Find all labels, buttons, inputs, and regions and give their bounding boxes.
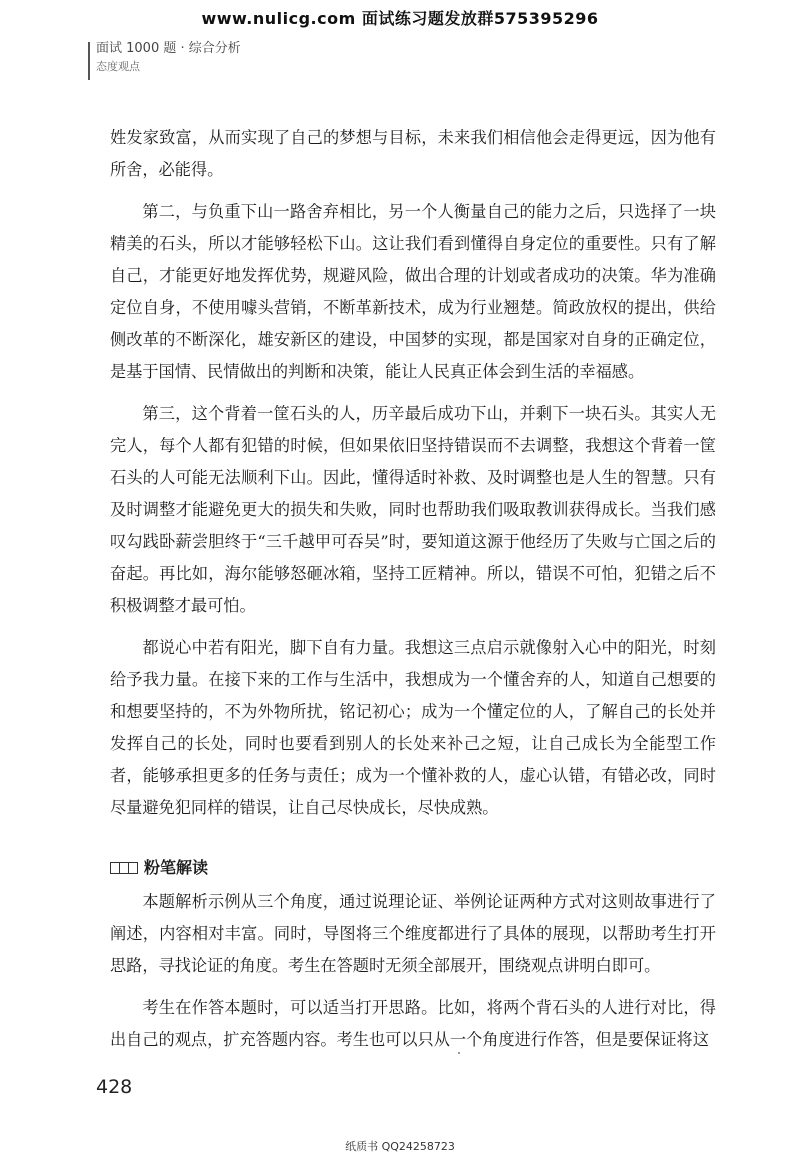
paragraph-conclusion: 都说心中若有阳光，脚下自有力量。我想这三点启示就像射入心中的阳光，时刻给予我力量。在接下来的工作与生活中，我想成为一个懂舍弃的人，知道自己想要的和想要坚持的，不为外物所扰，铭记初心；成为一个懂定位的人，了解自己的长处并发挥自己的长处，同时也要看到别人的长处来补己之短，让自己成长为全能型工作者，能够承担更多的任务与责任；成为一个懂补救的人，虚心认错，有错必改，同时尽量避免犯同样的错误，让自己尽快成长，尽快成熟。: [110, 638, 716, 817]
interpretation-paragraph: 考生在作答本题时，可以适当打开思路。比如，将两个背石头的人进行对比，得出自己的观点，扩充答题内容。考生也可以只从一个角度进行作答，但是要保证将这: [110, 998, 716, 1049]
top-watermark: www.nulicg.com 面试练习题发放群575395296: [201, 9, 599, 28]
section-heading-text: 粉笔解读: [144, 858, 209, 877]
paragraph-continued: 姓发家致富，从而实现了自己的梦想与目标，未来我们相信他会走得更远，因为他有所舍，必能得。: [110, 128, 716, 179]
section-heading: [110, 854, 716, 882]
header-bar: [88, 42, 90, 80]
chapter-subtitle: 态度观点: [96, 60, 140, 73]
page-number: 428: [96, 1076, 133, 1098]
running-header: [96, 40, 241, 76]
page-body: [110, 122, 716, 1066]
paragraph-second-point: 第二，与负重下山一路舍弃相比，另一个人衡量自己的能力之后，只选择了一块精美的石头，所以才能够轻松下山。这让我们看到懂得自身定位的重要性。只有了解自己，才能更好地发挥优势，规避风险，做出合理的计划或者成功的决策。华为准确定位自身，不使用噱头营销，不断革新技术，成为行业翘楚。简政放权的提出，供给侧改革的不断深化，雄安新区的建设，中国梦的实现，都是国家对自身的正确定位，是基于国情、民情做出的判断和决策，能让人民真正体会到生活的幸福感。: [110, 202, 716, 381]
bottom-watermark: 纸质书 QQ24258723: [345, 1140, 455, 1153]
interpretation-paragraph: 本题解析示例从三个角度，通过说理论证、举例论证两种方式对这则故事进行了阐述，内容相对丰富。同时，导图将三个维度都进行了具体的展现，以帮助考生打开思路，寻找论证的角度。考生在答题时无须全部展开，围绕观点讲明白即可。: [110, 892, 716, 975]
stray-mark: [458, 1052, 460, 1054]
book-title: 面试 1000 题 · 综合分析: [96, 41, 241, 56]
paragraph-third-point: 第三，这个背着一筐石头的人，历辛最后成功下山，并剩下一块石头。其实人无完人，每个人都有犯错的时候，但如果依旧坚持错误而不去调整，我想这个背着一筐石头的人可能无法顺利下山。因此，懂得适时补救、及时调整也是人生的智慧。只有及时调整才能避免更大的损失和失败，同时也帮助我们吸取教训获得成长。当我们感叹勾践卧薪尝胆终于“三千越甲可吞吴”时，要知道这源于他经历了失败与亡国之后的奋起。再比如，海尔能够怒砸冰箱，坚持工匠精神。所以，错误不可怕，犯错之后不积极调整才最可怕。: [110, 404, 716, 615]
section-marker-icon: [110, 862, 138, 874]
